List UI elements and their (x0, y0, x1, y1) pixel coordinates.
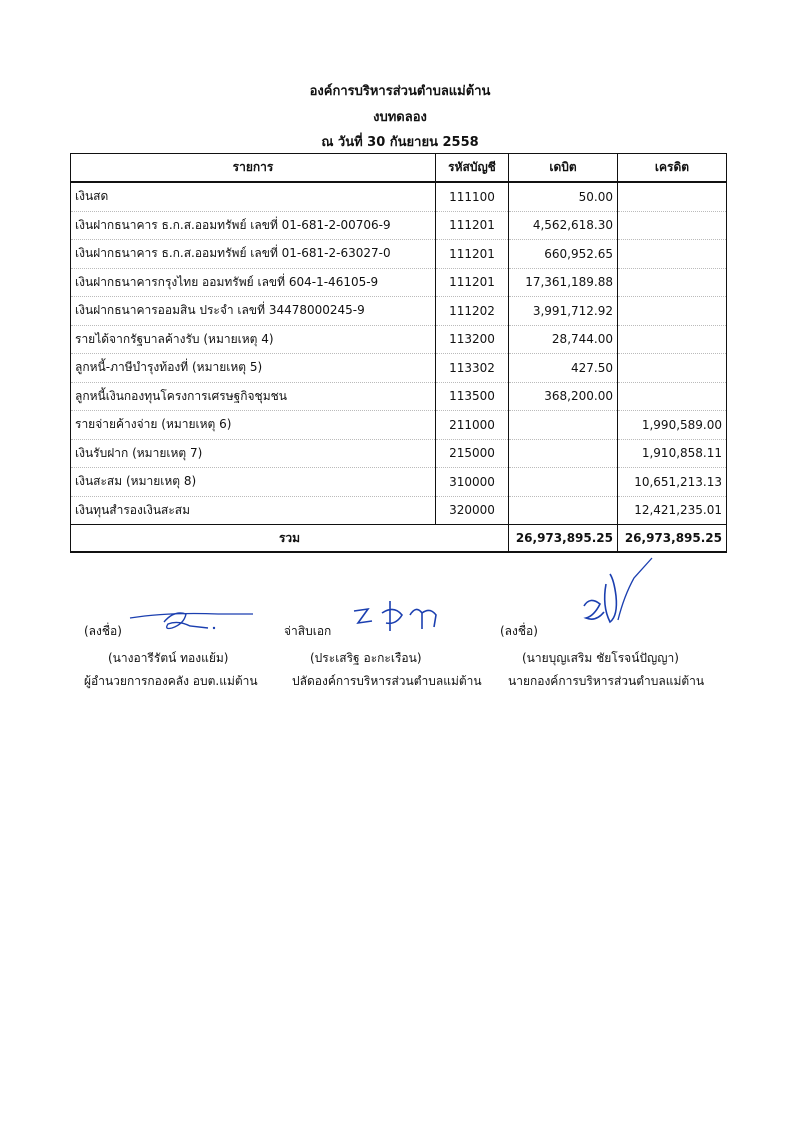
table-row (71, 325, 727, 354)
right-signer-position: นายกองค์การบริหารส่วนตำบลแม่ต้าน (508, 674, 705, 688)
row-item: เงินฝากธนาคารกรุงไทย ออมทรัพย์ เลขที่ 604-1-46105-9 (71, 268, 436, 297)
middle-signer-name: (ประเสริฐ อะกะเรือน) (310, 651, 422, 665)
left-signer-name: (นางอารีรัตน์ ทองแย้ม) (108, 651, 229, 665)
row-item: เงินสด (71, 182, 436, 211)
middle-signature-mark (350, 595, 440, 641)
column-header-item: รายการ (71, 154, 436, 183)
table-header-row (71, 154, 727, 183)
row-debit (509, 411, 618, 440)
row-item: ลูกหนี้เงินกองทุนโครงการเศรษฐกิจชุมชน (71, 382, 436, 411)
row-code: 111201 (436, 240, 509, 269)
row-item: เงินสะสม (หมายเหตุ 8) (71, 468, 436, 497)
date-line: ณ วันที่ 30 กันยายน 2558 (321, 135, 479, 150)
table-row (71, 468, 727, 497)
document-title: งบทดลอง (373, 110, 427, 125)
column-header-credit: เครดิต (618, 154, 727, 183)
row-debit: 368,200.00 (509, 382, 618, 411)
row-debit: 427.50 (509, 354, 618, 383)
row-debit (509, 496, 618, 525)
row-item: เงินทุนสำรองเงินสะสม (71, 496, 436, 525)
table-row (71, 439, 727, 468)
row-code: 113302 (436, 354, 509, 383)
row-code: 113500 (436, 382, 509, 411)
row-item: ลูกหนี้-ภาษีบำรุงท้องที่ (หมายเหตุ 5) (71, 354, 436, 383)
row-credit (618, 382, 727, 411)
row-debit: 660,952.65 (509, 240, 618, 269)
table-row (71, 354, 727, 383)
total-label: รวม (71, 525, 509, 553)
row-item: เงินฝากธนาคาร ธ.ก.ส.ออมทรัพย์ เลขที่ 01-681-2-00706-9 (71, 211, 436, 240)
row-credit: 12,421,235.01 (618, 496, 727, 525)
row-credit (618, 211, 727, 240)
row-credit: 10,651,213.13 (618, 468, 727, 497)
row-debit: 17,361,189.88 (509, 268, 618, 297)
row-code: 113200 (436, 325, 509, 354)
column-header-code: รหัสบัญชี (436, 154, 509, 183)
right-signature-prefix: (ลงชื่อ) (500, 624, 538, 638)
table-row (71, 411, 727, 440)
row-credit: 1,990,589.00 (618, 411, 727, 440)
organization-title: องค์การบริหารส่วนตำบลแม่ต้าน (309, 84, 491, 99)
row-code: 111100 (436, 182, 509, 211)
right-signer-name: (นายบุญเสริม ชัยโรจน์ปัญญา) (522, 651, 679, 665)
row-debit: 28,744.00 (509, 325, 618, 354)
middle-signature-prefix: จ่าสิบเอก (284, 624, 332, 638)
left-signature-prefix: (ลงชื่อ) (84, 624, 122, 638)
middle-signer-position: ปลัดองค์การบริหารส่วนตำบลแม่ต้าน (292, 674, 482, 688)
total-credit: 26,973,895.25 (618, 525, 727, 553)
row-code: 111202 (436, 297, 509, 326)
row-debit: 3,991,712.92 (509, 297, 618, 326)
row-debit (509, 468, 618, 497)
row-credit (618, 182, 727, 211)
table-row (71, 297, 727, 326)
row-code: 211000 (436, 411, 509, 440)
row-code: 111201 (436, 211, 509, 240)
row-item: รายจ่ายค้างจ่าย (หมายเหตุ 6) (71, 411, 436, 440)
table-row (71, 211, 727, 240)
total-debit: 26,973,895.25 (509, 525, 618, 553)
table-row (71, 382, 727, 411)
row-code: 111201 (436, 268, 509, 297)
left-signer-position: ผู้อำนวยการกองคลัง อบต.แม่ต้าน (84, 674, 258, 688)
trial-balance-table (70, 153, 727, 553)
row-credit (618, 354, 727, 383)
table-row (71, 268, 727, 297)
right-signature-mark (580, 556, 660, 646)
row-code: 310000 (436, 468, 509, 497)
table-row (71, 182, 727, 211)
row-item: เงินรับฝาก (หมายเหตุ 7) (71, 439, 436, 468)
row-credit (618, 325, 727, 354)
table-row (71, 240, 727, 269)
row-code: 320000 (436, 496, 509, 525)
row-debit (509, 439, 618, 468)
column-header-debit: เดบิต (509, 154, 618, 183)
table-row (71, 496, 727, 525)
row-credit (618, 297, 727, 326)
row-code: 215000 (436, 439, 509, 468)
row-credit: 1,910,858.11 (618, 439, 727, 468)
row-debit: 50.00 (509, 182, 618, 211)
row-item: เงินฝากธนาคารออมสิน ประจำ เลขที่ 34478000245-9 (71, 297, 436, 326)
row-item: เงินฝากธนาคาร ธ.ก.ส.ออมทรัพย์ เลขที่ 01-681-2-63027-0 (71, 240, 436, 269)
left-signature-mark (128, 604, 258, 640)
row-item: รายได้จากรัฐบาลค้างรับ (หมายเหตุ 4) (71, 325, 436, 354)
total-row (71, 525, 727, 553)
row-credit (618, 268, 727, 297)
row-credit (618, 240, 727, 269)
row-debit: 4,562,618.30 (509, 211, 618, 240)
